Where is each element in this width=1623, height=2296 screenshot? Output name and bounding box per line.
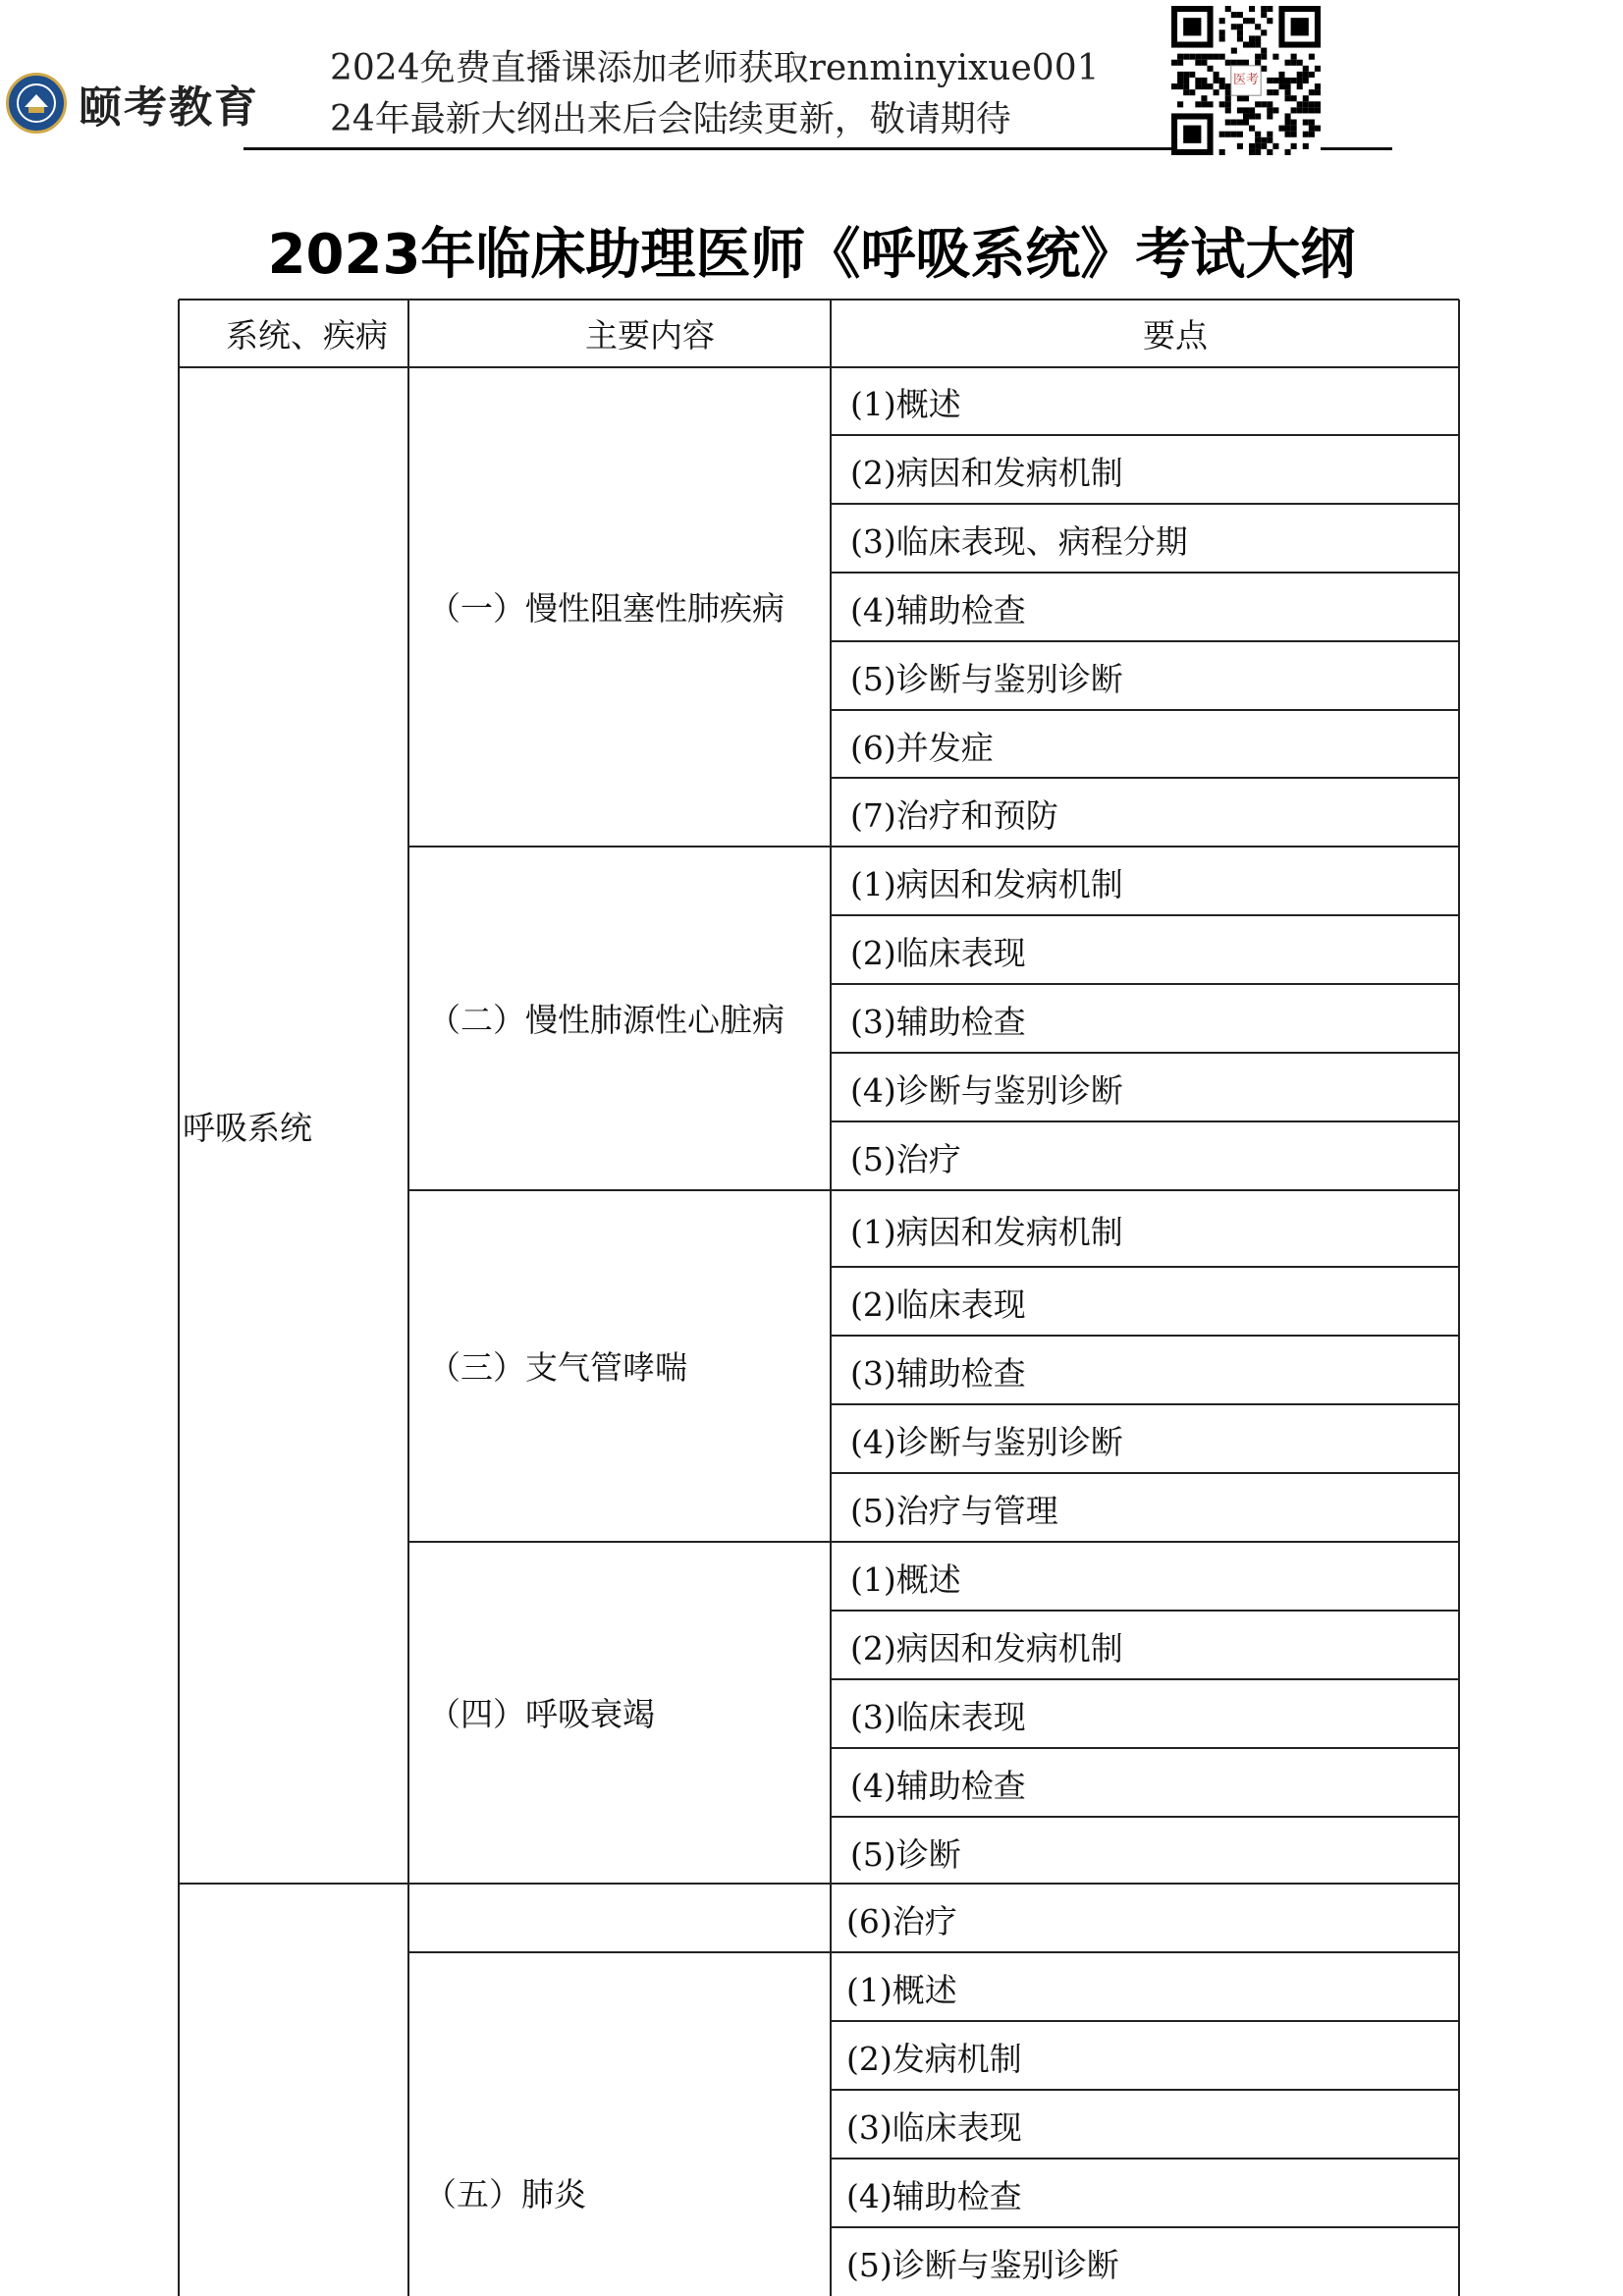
point-item: (5)诊断与鉴别诊断 xyxy=(850,660,1123,698)
point-item: (4)诊断与鉴别诊断 xyxy=(850,1071,1123,1110)
point-item: (2)临床表现 xyxy=(850,1285,1026,1324)
point-item: (3)临床表现 xyxy=(850,1698,1026,1736)
point-item: (1)概述 xyxy=(846,1971,957,2009)
page-header xyxy=(0,0,1623,162)
brand-logo xyxy=(6,69,259,137)
point-item: (1)病因和发病机制 xyxy=(850,865,1123,903)
point-item: (4)辅助检查 xyxy=(850,591,1026,629)
header-cell-content: 主要内容 xyxy=(585,316,715,355)
point-item: (5)治疗与管理 xyxy=(850,1492,1058,1530)
point-item: (3)辅助检查 xyxy=(850,1003,1026,1041)
section-name: （五）肺炎 xyxy=(424,2175,586,2214)
header-cell-system: 系统、疾病 xyxy=(226,316,388,355)
section-name: （一）慢性阻塞性肺疾病 xyxy=(428,589,784,628)
point-item: (2)临床表现 xyxy=(850,934,1026,972)
point-item: (5)诊断 xyxy=(850,1835,961,1874)
header-cell-points: 要点 xyxy=(1143,316,1208,355)
point-item: (4)辅助检查 xyxy=(850,1767,1026,1805)
point-item: (2)病因和发病机制 xyxy=(850,1629,1123,1667)
brand-emblem-icon xyxy=(6,73,67,134)
point-item: (6)治疗 xyxy=(846,1902,957,1941)
promo-line-2: 24年最新大纲出来后会陆续更新，敬请期待 xyxy=(330,99,1011,139)
qr-code xyxy=(1171,6,1321,155)
point-item: (5)诊断与鉴别诊断 xyxy=(846,2246,1119,2284)
qr-center-label: 医考 xyxy=(1232,73,1260,88)
section-name: （四）呼吸衰竭 xyxy=(428,1695,655,1733)
promo-text xyxy=(330,43,1100,145)
point-item: (2)发病机制 xyxy=(846,2040,1022,2078)
point-item: (7)治疗和预防 xyxy=(850,796,1058,835)
point-item: (3)辅助检查 xyxy=(850,1354,1026,1393)
promo-line-1: 2024免费直播课添加老师获取renminyixue001 xyxy=(330,48,1100,88)
point-item: (6)并发症 xyxy=(850,729,994,767)
page-title: 2023年临床助理医师《呼吸系统》考试大纲 xyxy=(267,223,1356,287)
section-name: （二）慢性肺源性心脏病 xyxy=(428,1001,784,1039)
point-item: (3)临床表现、病程分期 xyxy=(850,522,1188,561)
point-item: (4)诊断与鉴别诊断 xyxy=(850,1423,1123,1461)
point-item: (5)治疗 xyxy=(850,1140,961,1178)
point-item: (2)病因和发病机制 xyxy=(850,454,1123,492)
point-item: (1)病因和发病机制 xyxy=(850,1213,1123,1251)
brand-name: 颐考教育 xyxy=(79,82,259,133)
point-item: (1)概述 xyxy=(850,1560,961,1599)
point-item: (1)概述 xyxy=(850,385,961,423)
point-item: (4)辅助检查 xyxy=(846,2177,1022,2215)
point-item: (3)临床表现 xyxy=(846,2108,1022,2147)
system-label: 呼吸系统 xyxy=(183,1109,312,1147)
section-name: （三）支气管哮喘 xyxy=(428,1348,687,1387)
